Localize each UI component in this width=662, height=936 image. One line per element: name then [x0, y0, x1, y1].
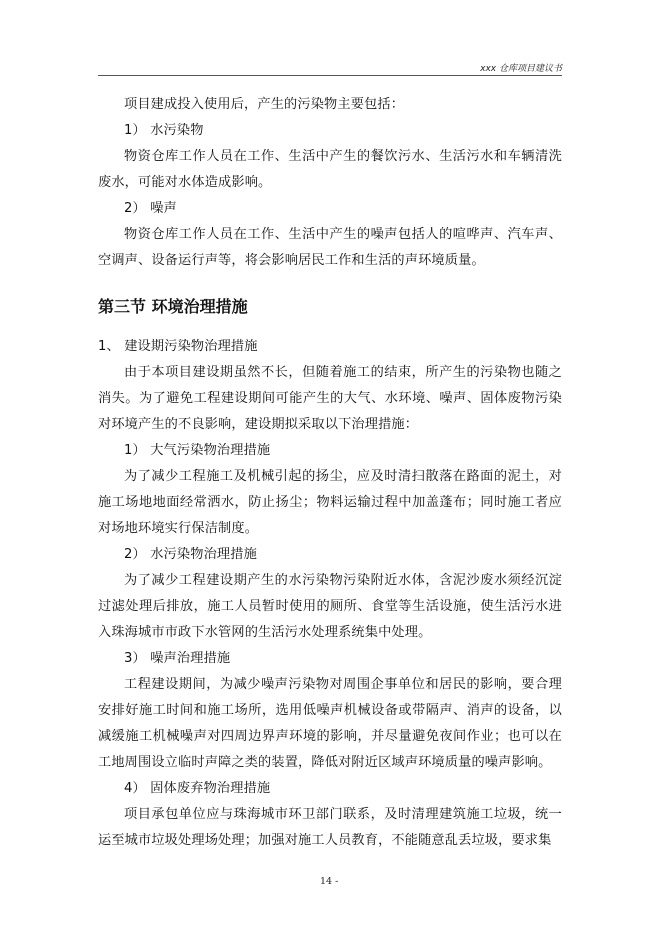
noise-measures-heading: 3） 噪声治理措施: [124, 651, 231, 666]
water-measures-text: 为了减少工程建设期产生的水污染物污染附近水体，含泥沙废水须经沉淀过滤处理后排放，施工人员暂时使用的厕所、食堂等生活设施，使生活污水进入珠海城市市政下水管网的生活污水处理系统集中处理。: [98, 573, 562, 640]
intro-paragraph: 项目建成投入使用后，产生的污染物主要包括：: [124, 97, 405, 112]
water-measures-heading: 2） 水污染物治理措施: [124, 547, 257, 562]
item-noise: 2） 噪声: [124, 201, 177, 216]
construction-measures-text: 由于本项目建设期虽然不长，但随着施工的结束，所产生的污染物也随之消失。为了避免工程建设期间可能产生的大气、水环境、噪声、固体废物污染对环境产生的不良影响，建设期拟采取以下治理措施：: [98, 365, 562, 432]
water-pollutants-text: 物资仓库工作人员在工作、生活中产生的餐饮污水、生活污水和车辆清洗废水，可能对水体造成影响。: [98, 149, 562, 190]
item-water-pollutants: 1） 水污染物: [124, 123, 204, 138]
header-title: xxx 仓库项目建议书: [480, 64, 562, 74]
page-number: 14 -: [320, 876, 339, 887]
solid-waste-heading: 4） 固体废弃物治理措施: [124, 781, 271, 796]
noise-measures-text: 工程建设期间，为减少噪声污染物对周围企事单位和居民的影响，要合理安排好施工时间和施工场所，选用低噪声机械设备或带隔声、消声的设备，以减缓施工机械噪声对四周边界声环境的影响，并尽量避免夜间作业；也可以在工地周围设立临时声障之类的装置，降低对附近区域声环境质量的噪声影响。: [98, 677, 562, 770]
air-measures-text: 为了减少工程施工及机械引起的扬尘，应及时清扫散落在路面的泥土，对施工场地地面经常洒水，防止扬尘；物料运输过程中加盖蓬布；同时施工者应对场地环境实行保洁制度。: [98, 469, 562, 536]
page-header: [98, 55, 562, 76]
air-measures-heading: 1） 大气污染物治理措施: [124, 443, 271, 458]
noise-text: 物资仓库工作人员在工作、生活中产生的噪声包括人的喧哗声、汽车声、空调声、设备运行声等，将会影响居民工作和生活的声环境质量。: [98, 227, 562, 268]
document-body: [98, 92, 562, 854]
section-title: 第三节 环境治理措施: [98, 297, 248, 316]
construction-measures-heading: 1、 建设期污染物治理措施: [98, 339, 258, 354]
solid-waste-text: 项目承包单位应与珠海城市环卫部门联系，及时清理建筑施工垃圾，统一运至城市垃圾处理场处理；加强对施工人员教育，不能随意乱丢垃圾，要求集: [98, 807, 562, 848]
